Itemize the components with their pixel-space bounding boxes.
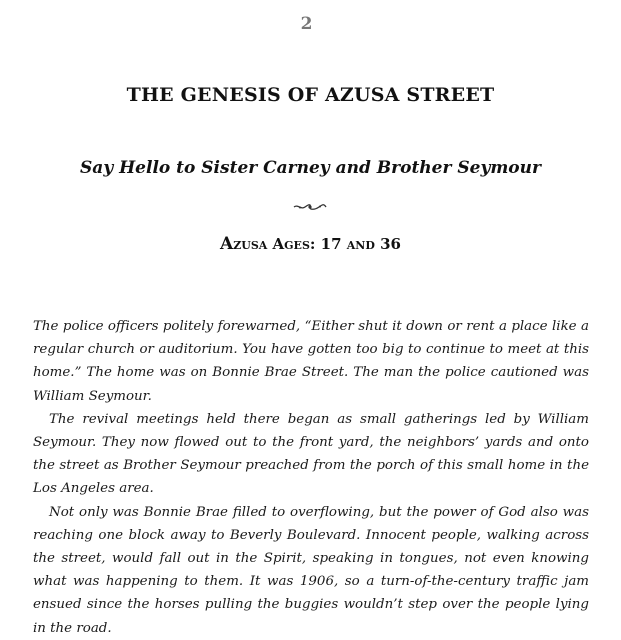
chapter-body xyxy=(33,315,589,640)
chapter-subtitle: Say Hello to Sister Carney and Brother Seymour xyxy=(80,158,541,178)
decorative-flourish-icon xyxy=(293,202,327,212)
chapter-number: 2 xyxy=(300,14,313,34)
chapter-title: THE GENESIS OF AZUSA STREET xyxy=(126,84,495,106)
ages-heading-initial: A xyxy=(220,234,234,254)
body-paragraph: Not only was Bonnie Brae filled to overflowing, but the power of God also was reaching one block away to Beverly Boulevard. Innocent people, walking across the street, would fall out in the Spirit, speaking in tongues, not even knowing what was happening to them. It was 1906, so a turn-of-the-century traffic jam ensued since the horses pulling the buggies wouldn’t step over the people lying in the road. xyxy=(33,504,589,636)
body-paragraph: The police officers politely forewarned, “Either shut it down or rent a place like a regular church or auditorium. You have gotten too big to continue to meet at this home.” The home was on Bonnie Brae Street. The man the police cautioned was William Seymour. xyxy=(33,319,589,404)
ages-heading-values: : 17 and 36 xyxy=(309,235,401,253)
body-paragraph: The revival meetings held there began as small gatherings led by William Seymour. They now flowed out to the front yard, the neighbors’ yards and onto the street as Brother Seymour preached from the porch of this small home in the Los Angeles area. xyxy=(33,411,589,497)
ages-heading-label: zusa Ages xyxy=(233,235,310,253)
azusa-ages-heading xyxy=(0,234,621,254)
